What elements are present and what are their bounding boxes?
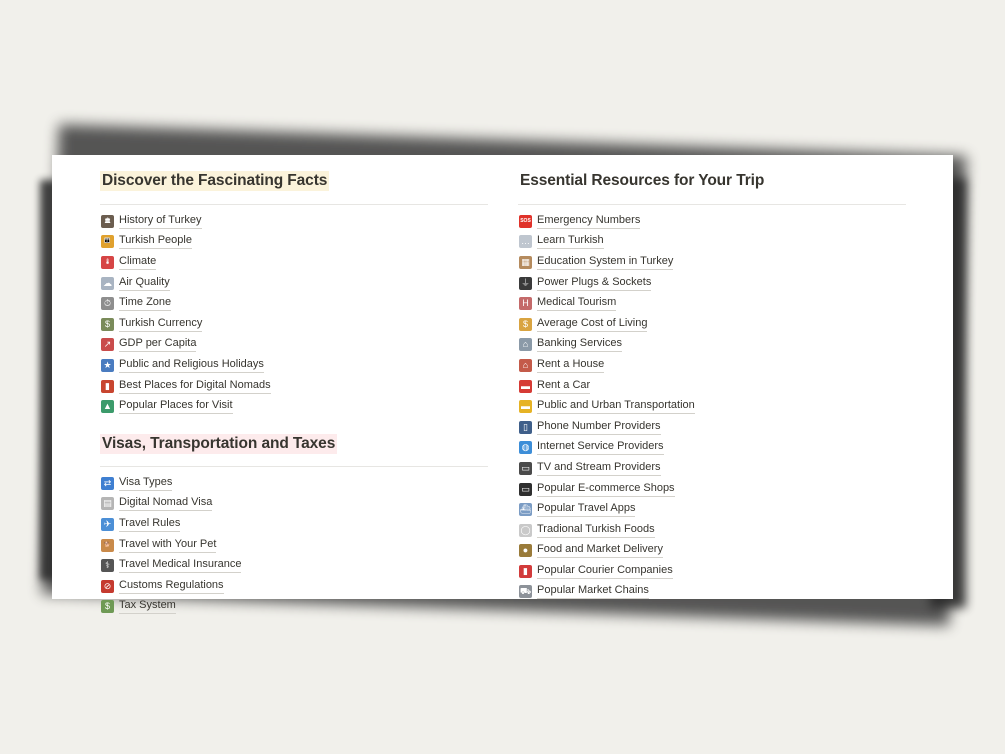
- classical-building-icon: 🏛: [101, 215, 114, 228]
- page-link-label[interactable]: Air Quality: [119, 276, 170, 291]
- passport-control-icon: ⇄: [101, 477, 114, 490]
- page-link-label[interactable]: Visa Types: [119, 476, 172, 491]
- page-link-label[interactable]: Banking Services: [537, 337, 622, 352]
- page-link-item[interactable]: [100, 211, 488, 232]
- page-link-label[interactable]: TV and Stream Providers: [537, 461, 661, 476]
- food-icon: ●: [519, 544, 532, 557]
- page-link-label[interactable]: Travel Medical Insurance: [119, 558, 241, 573]
- page-link-item[interactable]: [100, 535, 488, 556]
- currency-exchange-icon: $: [101, 318, 114, 331]
- page-link-item[interactable]: [518, 273, 906, 294]
- page-link-label[interactable]: Travel with Your Pet: [119, 538, 216, 553]
- speech-balloon-icon: …: [521, 236, 530, 247]
- page-link-label[interactable]: Rent a House: [537, 358, 604, 373]
- city-icon: ▮: [101, 380, 114, 393]
- page-link-label[interactable]: Public and Religious Holidays: [119, 358, 264, 373]
- page-link-label[interactable]: Tradional Turkish Foods: [537, 523, 655, 538]
- page-link-label[interactable]: Tax System: [119, 599, 176, 614]
- page-link-label[interactable]: Internet Service Providers: [537, 440, 664, 455]
- page-link-item[interactable]: [518, 252, 906, 273]
- page-link-item[interactable]: [518, 499, 906, 520]
- page-link-item[interactable]: [100, 555, 488, 576]
- page-link-label[interactable]: Best Places for Digital Nomads: [119, 379, 271, 394]
- page-link-label[interactable]: Power Plugs & Sockets: [537, 276, 651, 291]
- television-icon: ▭: [519, 462, 532, 475]
- page-link-label[interactable]: Travel Rules: [119, 517, 180, 532]
- notion-page: [52, 155, 953, 612]
- postbox-icon: ▮: [519, 565, 532, 578]
- page-link-label[interactable]: Customs Regulations: [119, 579, 224, 594]
- mobile-phone-arrow-icon: ▯: [519, 421, 532, 434]
- page-link-label[interactable]: Phone Number Providers: [537, 420, 661, 435]
- globe-meridians-icon: ◍: [519, 441, 532, 454]
- page-link-item[interactable]: [100, 473, 488, 494]
- page-link-item[interactable]: [518, 520, 906, 541]
- hospital-icon: H: [519, 297, 532, 310]
- page-link-item[interactable]: [100, 314, 488, 335]
- taxi-icon: ▬: [521, 401, 530, 412]
- houses-icon: ⌂: [519, 359, 532, 372]
- facts-link-list: [100, 211, 488, 417]
- page-link-item[interactable]: [518, 479, 906, 500]
- page-link-label[interactable]: Learn Turkish: [537, 234, 604, 249]
- page-link-label[interactable]: Popular Travel Apps: [537, 502, 635, 517]
- right-column: [518, 155, 906, 602]
- airplane-icon: ✈: [101, 518, 114, 531]
- caduceus-icon: ⚕: [101, 559, 114, 572]
- page-link-item[interactable]: [518, 582, 906, 603]
- fork-knife-plate-icon: ◯: [520, 524, 531, 535]
- page-link-item[interactable]: [518, 232, 906, 253]
- section-header-facts: [100, 155, 488, 205]
- dog-icon: 🐕: [101, 539, 114, 552]
- resources-link-list: [518, 211, 906, 602]
- page-link-label[interactable]: Popular Market Chains: [537, 584, 649, 599]
- page-link-label[interactable]: Medical Tourism: [537, 296, 616, 311]
- page-link-label[interactable]: Public and Urban Transportation: [537, 399, 695, 414]
- weather-chart-icon: ☁: [103, 277, 112, 288]
- page-link-item[interactable]: [100, 396, 488, 417]
- holiday-icon: ★: [101, 359, 114, 372]
- electric-plug-icon: ⏚: [520, 277, 530, 288]
- section-title-resources: Essential Resources for Your Trip: [520, 172, 765, 189]
- page-link-label[interactable]: Turkish Currency: [119, 317, 202, 332]
- page-link-label[interactable]: GDP per Capita: [119, 337, 196, 352]
- page-link-item[interactable]: [100, 335, 488, 356]
- page-link-item[interactable]: [518, 355, 906, 376]
- sos-icon: SOS: [519, 215, 532, 228]
- left-column: [100, 155, 488, 617]
- thermometer-icon: 🌡: [101, 256, 114, 269]
- page-link-item[interactable]: [518, 417, 906, 438]
- section-header-visas: [100, 434, 488, 467]
- page-link-label[interactable]: Popular E-commerce Shops: [537, 482, 675, 497]
- chart-increasing-icon: ↗: [101, 338, 114, 351]
- document-icon: ▤: [101, 497, 114, 510]
- stopwatch-icon: ⏱: [101, 297, 114, 310]
- page-link-label[interactable]: History of Turkey: [119, 214, 202, 229]
- page-link-label[interactable]: Emergency Numbers: [537, 214, 640, 229]
- page-link-label[interactable]: Education System in Turkey: [537, 255, 673, 270]
- page-link-label[interactable]: Average Cost of Living: [537, 317, 647, 332]
- shopping-cart-icon: ⛟: [519, 586, 532, 597]
- page-link-item[interactable]: [100, 355, 488, 376]
- page-link-item[interactable]: [518, 335, 906, 356]
- page-link-label[interactable]: Time Zone: [119, 296, 171, 311]
- page-link-label[interactable]: Food and Market Delivery: [537, 543, 663, 558]
- page-link-label[interactable]: Turkish People: [119, 234, 192, 249]
- laptop-icon: ▭: [519, 483, 532, 496]
- page-link-item[interactable]: [518, 376, 906, 397]
- page-link-item[interactable]: [518, 314, 906, 335]
- page-link-item[interactable]: [518, 293, 906, 314]
- school-icon: ▦: [519, 256, 532, 269]
- page-link-item[interactable]: [100, 597, 488, 618]
- family-icon: 👪: [101, 235, 114, 248]
- visas-link-list: [100, 473, 488, 617]
- section-header-resources: [518, 155, 906, 205]
- page-link-item[interactable]: [518, 541, 906, 562]
- page-link-item[interactable]: [100, 514, 488, 535]
- page-link-item[interactable]: [100, 252, 488, 273]
- page-link-item[interactable]: [518, 396, 906, 417]
- page-link-label[interactable]: Digital Nomad Visa: [119, 496, 212, 511]
- ship-icon: ⛴: [519, 504, 532, 515]
- page-link-item[interactable]: [518, 561, 906, 582]
- page-link-item[interactable]: [518, 211, 906, 232]
- page-link-label[interactable]: Climate: [119, 255, 156, 270]
- landscape-icon: ▲: [101, 400, 114, 413]
- bank-icon: ⌂: [519, 338, 532, 351]
- section-title-visas: Visas, Transportation and Taxes: [102, 434, 336, 452]
- money-wings-icon: $: [101, 600, 114, 613]
- page-link-label[interactable]: Popular Places for Visit: [119, 399, 233, 414]
- money-bag-icon: $: [519, 318, 532, 331]
- page-link-item[interactable]: [518, 458, 906, 479]
- page-link-item[interactable]: [100, 494, 488, 515]
- page-link-item[interactable]: [518, 438, 906, 459]
- page-link-item[interactable]: [100, 376, 488, 397]
- page-link-label[interactable]: Popular Courier Companies: [537, 564, 673, 579]
- page-link-item[interactable]: [100, 293, 488, 314]
- page-link-item[interactable]: [100, 576, 488, 597]
- page-link-item[interactable]: [100, 273, 488, 294]
- no-entry-icon: ⊘: [101, 580, 114, 593]
- car-icon: ▬: [521, 380, 530, 391]
- section-title-facts: Discover the Fascinating Facts: [102, 172, 328, 189]
- page-link-item[interactable]: [100, 232, 488, 253]
- page-link-label[interactable]: Rent a Car: [537, 379, 590, 394]
